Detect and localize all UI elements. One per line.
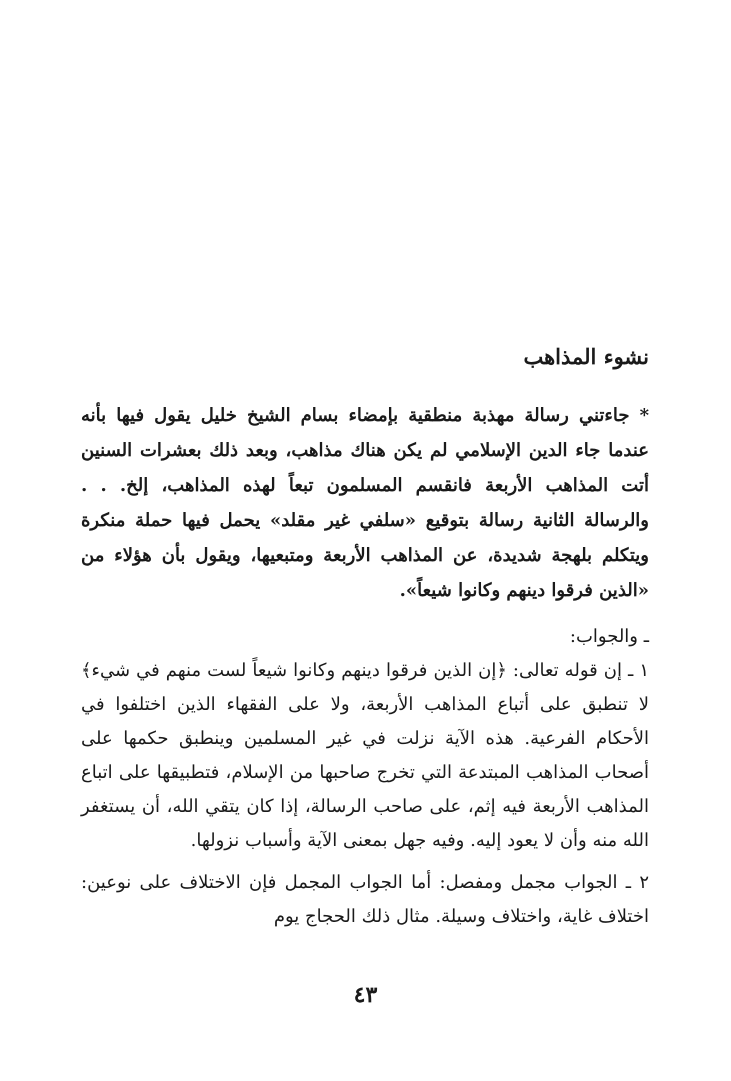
question-paragraph: * جاءتني رسالة مهذبة منطقية بإمضاء بسام الشيخ خليل يقول فيها بأنه عندما جاء الدين الإسلامي لم يكن هناك مذاهب، وبعد ذلك بعشرات السنين أتت المذاهب الأربعة فانقسم المسلمون تبعاً لهذه المذاهب، إلخ. . . والرسالة الثانية رسالة بتوقيع «سلفي غير مقلد» يحمل فيها حملة منكرة ويتكلم بلهجة شديدة، عن المذاهب الأربعة ومتبعيها، ويقول بأن هؤلاء من «الذين فرقوا دينهم وكانوا شيعاً». (81, 405, 649, 601)
answer-paragraph-1: ١ ـ إن قوله تعالى: ﴿إن الذين فرقوا دينهم وكانوا شيعاً لست منهم في شيء﴾ لا تنطبق على أتباع المذاهب الأربعة، ولا على الفقهاء الذين اختلفوا في الأحكام الفرعية. هذه الآية نزلت في غير المسلمين وينطبق حكمها على أصحاب المذاهب المبتدعة التي تخرج صاحبها من الإسلام، فتطبيقها على اتباع المذاهب الأربعة فيه إثم، على صاحب الرسالة، إذا كان يتقي الله، أن يستغفر الله منه وأن لا يعود إليه. وفيه جهل بمعنى الآية وأسباب نزولها. (81, 660, 649, 851)
answer-section (81, 620, 649, 934)
page-number: ٤٣ (353, 982, 378, 1008)
answer-paragraph-2: ٢ ـ الجواب مجمل ومفصل: أما الجواب المجمل فإن الاختلاف على نوعين: اختلاف غاية، واختلاف وسيلة. مثال ذلك الحجاج يوم (81, 872, 649, 927)
section-title: نشوء المذاهب (523, 344, 649, 369)
answer-heading: ـ والجواب: (569, 626, 649, 647)
